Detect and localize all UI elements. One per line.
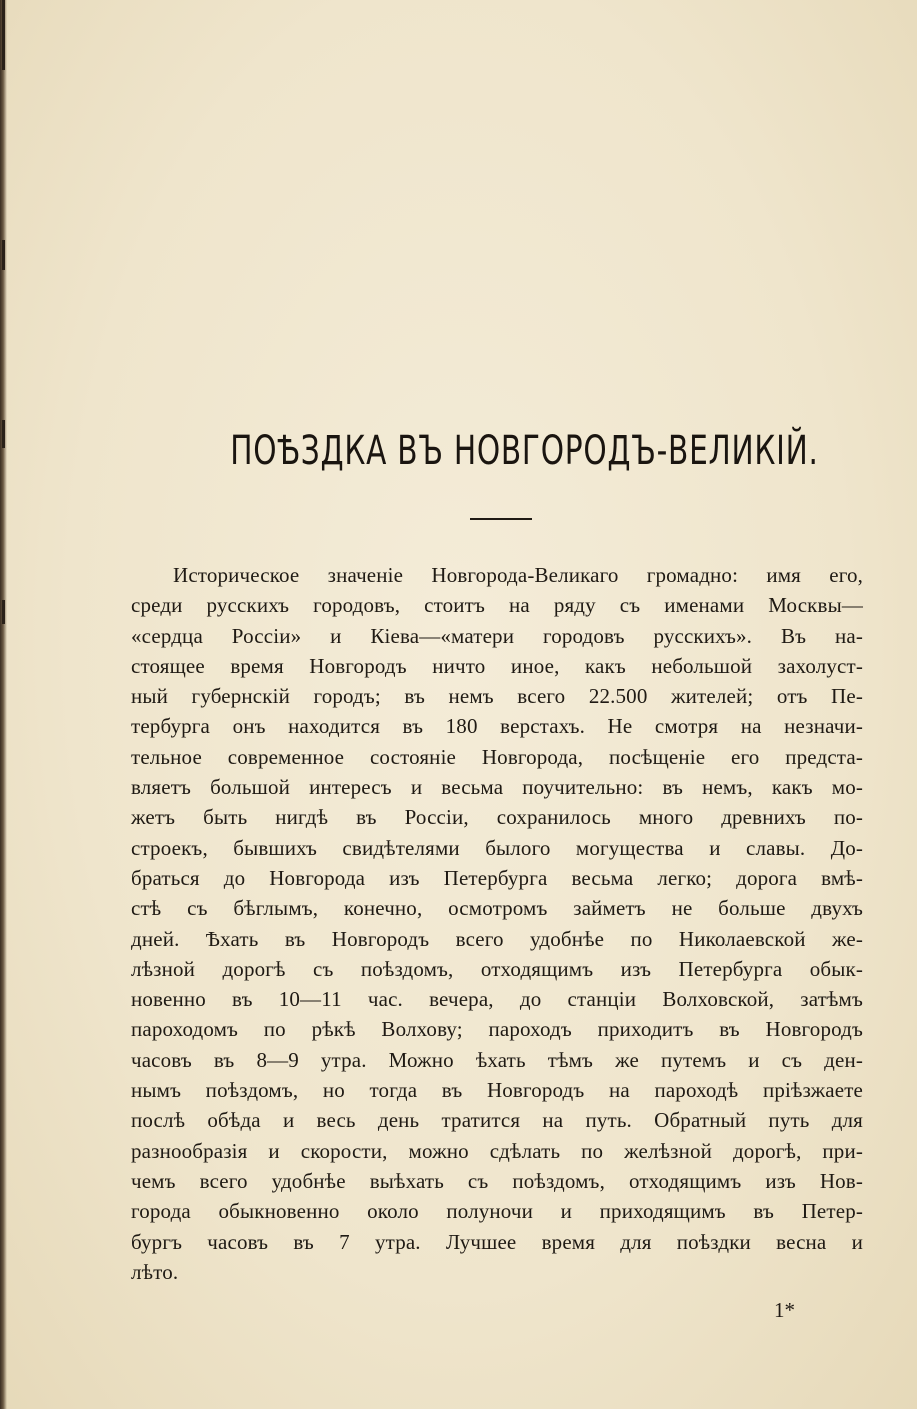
text-line: тербурга онъ находится въ 180 верстахъ. Не смотря на незначи- xyxy=(131,714,863,739)
text-line: жетъ быть нигдѣ въ Россіи, сохранилось много древнихъ по- xyxy=(131,805,863,830)
binding-edge xyxy=(0,0,7,1409)
binding-mark xyxy=(2,600,5,624)
text-line: стоящее время Новгородъ ничто иное, какъ небольшой захолуст- xyxy=(131,653,863,678)
body-paragraph xyxy=(131,560,863,1287)
binding-mark xyxy=(2,420,5,448)
text-line: лѣто. xyxy=(131,1259,179,1284)
text-line: нымъ поѣздомъ, но тогда въ Новгородъ на пароходѣ пріѣзжаете xyxy=(131,1078,863,1103)
text-line: чемъ всего удобнѣе выѣхать съ поѣздомъ, отходящимъ изъ Нов- xyxy=(131,1168,863,1193)
text-line: часовъ въ 8—9 утра. Можно ѣхать тѣмъ же путемъ и съ ден- xyxy=(131,1047,863,1072)
text-line: вляетъ большой интересъ и весьма поучительно: въ немъ, какъ мо- xyxy=(131,775,863,800)
text-line: Историческое значеніе Новгорода-Великаго громадно: имя его, xyxy=(173,563,863,587)
text-line: тельное современное состояніе Новгорода, посѣщеніе его предста- xyxy=(131,744,863,769)
text-line: стѣ съ бѣглымъ, конечно, осмотромъ займетъ не больше двухъ xyxy=(131,896,863,921)
text-line: города обыкновенно около полуночи и приходящимъ въ Петер- xyxy=(131,1199,863,1224)
text-line: браться до Новгорода изъ Петербурга весьма легко; дорога вмѣ- xyxy=(131,865,863,890)
text-line: пароходомъ по рѣкѣ Волхову; пароходъ приходитъ въ Новгородъ xyxy=(131,1017,863,1042)
text-line: разнообразія и скорости, можно сдѣлать по желѣзной дорогѣ, при- xyxy=(131,1138,863,1163)
text-line: бургъ часовъ въ 7 утра. Лучшее время для поѣздки весна и xyxy=(131,1229,863,1254)
title-divider xyxy=(470,518,532,520)
text-line: строекъ, бывшихъ свидѣтелями былого могущества и славы. До- xyxy=(131,835,863,860)
chapter-title: ПОѢЗДКА ВЪ НОВГОРОДЪ-ВЕЛИКІЙ. xyxy=(230,428,819,474)
text-line: ный губернскій городъ; въ немъ всего 22.500 жителей; отъ Пе- xyxy=(131,684,863,709)
text-line: лѣзной дорогѣ съ поѣздомъ, отходящимъ изъ Петербурга обык- xyxy=(131,956,863,981)
text-line: среди русскихъ городовъ, стоитъ на ряду съ именами Москвы— xyxy=(131,593,863,618)
text-line: новенно въ 10—11 час. вечера, до станціи Волховской, затѣмъ xyxy=(131,987,863,1012)
text-line: дней. Ѣхать въ Новгородъ всего удобнѣе по Николаевской же- xyxy=(131,926,863,951)
binding-mark xyxy=(2,0,5,70)
page-number: 1* xyxy=(774,1298,795,1322)
text-line: послѣ обѣда и весь день тратится на путь. Обратный путь для xyxy=(131,1108,863,1133)
text-line: «сердца Россіи» и Кіева—«матери городовъ русскихъ». Въ на- xyxy=(131,623,863,648)
binding-mark xyxy=(2,240,5,270)
